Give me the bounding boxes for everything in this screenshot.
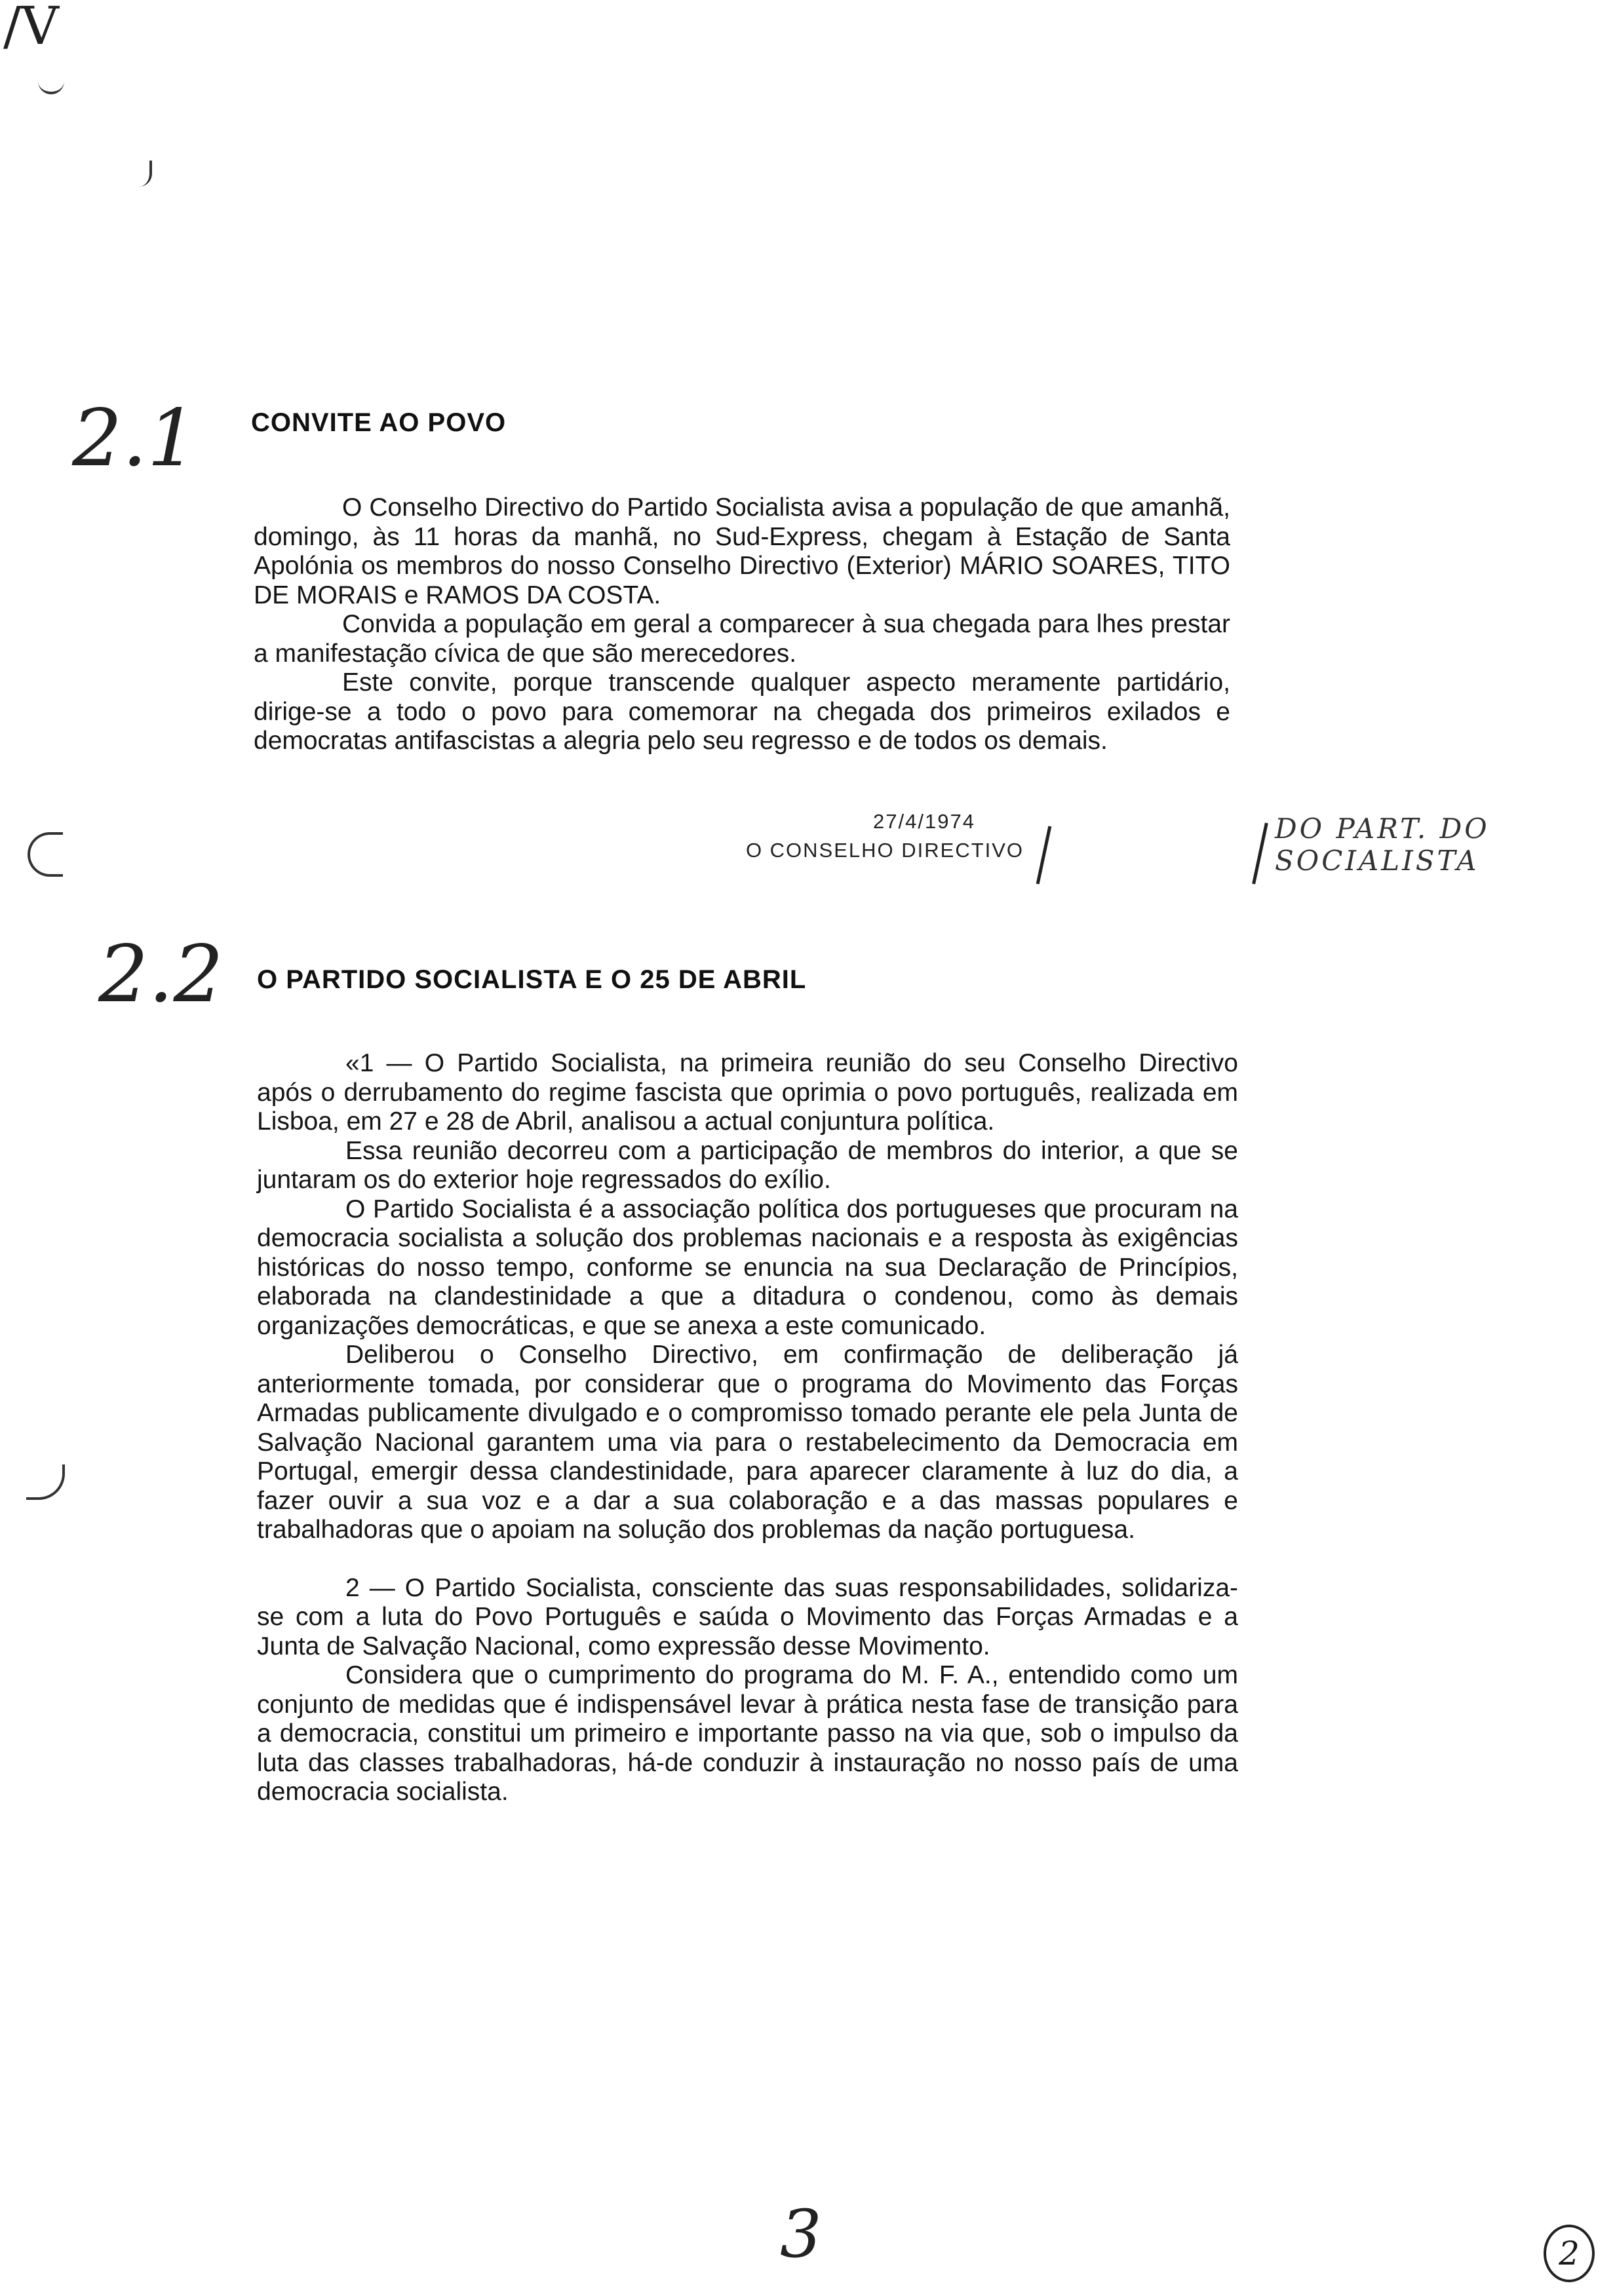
section-2-body [257, 1049, 1238, 1807]
section-number-2-1: 2.1 [72, 393, 197, 484]
paragraph: Convida a população em geral a comparecer à sua chegada para lhes prestar a manifestação cívica de que são merecedores. [254, 610, 1230, 668]
pen-stroke [1252, 823, 1268, 885]
margin-handwritten-note: DO PART. DO SOCIALISTA [1275, 813, 1490, 877]
paragraph: O Conselho Directivo do Partido Socialista avisa a população de que amanhã, domingo, às 11 horas da manhã, no Sud-Express, chegam à Estação de Santa Apolónia os membros do nosso Conselho Directivo (Exterior) MÁRIO SOARES, TITO DE MORAIS e RAMOS DA COSTA. [254, 493, 1230, 609]
paragraph: O Partido Socialista é a associação política dos portugueses que procuram na democracia socialista a solução dos problemas nacionais e a resposta às exigências históricas do nosso tempo, conforme se enuncia na sua Declaração de Princípios, elaborada na clandestinidade a que a ditadura o condenou, como às demais organizações democráticas, e que se anexa a este comunicado. [257, 1195, 1238, 1340]
circled-number: 2 [1544, 2225, 1595, 2282]
paragraph: Considera que o cumprimento do programa do M. F. A., entendido como um conjunto de medidas que é indispensável levar à prática nesta fase de transição para a democracia, constitui um primeiro e importante passo na via que, sob o impulso da luta das classes trabalhadoras, há-de conduzir à instauração no nosso país de uma democracia socialista. [257, 1661, 1238, 1806]
document-date: 27/4/1974 [873, 810, 975, 833]
section-1-body [254, 493, 1230, 756]
signature-line: O CONSELHO DIRECTIVO [745, 839, 1024, 862]
paragraph: Deliberou o Conselho Directivo, em confirmação de deliberação já anteriormente tomada, por considerar que o programa do Movimento das Forças Armadas publicamente divulgado e o compromisso tomado perante ele pela Junta de Salvação Nacional garantem uma via para o restabelecimento da Democracia em Portugal, emergir dessa clandestinidade, para aparecer claramente à luz do dia, a fazer ouvir a sua voz e a dar a sua colaboração e a das massas populares e trabalhadoras que o apoiam na solução dos problemas da nação portuguesa. [257, 1341, 1238, 1544]
pen-stroke [28, 832, 63, 877]
page-number: 3 [780, 2196, 822, 2272]
paragraph: Este convite, porque transcende qualquer aspecto meramente partidário, dirige-se a todo o povo para comemorar na chegada dos primeiros exilados e democratas antifascistas a alegria pelo seu regresso e de todos os demais. [254, 668, 1230, 755]
paragraph: «1 — O Partido Socialista, na primeira reunião do seu Conselho Directivo após o derrubamento do regime fascista que oprimia o povo português, realizada em Lisboa, em 27 e 28 de Abril, analisou a actual conjuntura política. [257, 1049, 1238, 1136]
paragraph: Essa reunião decorreu com a participação de membros do interior, a que se juntaram os do exterior hoje regressados do exílio. [257, 1136, 1238, 1194]
paragraph: 2 — O Partido Socialista, consciente das suas responsabilidades, solidariza-se com a luta do Povo Português e saúda o Movimento das Forças Armadas e a Junta de Salvação Nacional, como expressão desse Movimento. [257, 1573, 1238, 1660]
corner-mark: /V [3, 0, 59, 56]
section-number-2-2: 2.2 [98, 929, 224, 1020]
pen-stroke [136, 161, 152, 187]
section-title-convite: CONVITE AO POVO [251, 408, 507, 437]
pen-stroke [26, 1464, 65, 1500]
pen-stroke [38, 79, 64, 94]
section-title-partido: O PARTIDO SOCIALISTA E O 25 DE ABRIL [257, 965, 807, 994]
